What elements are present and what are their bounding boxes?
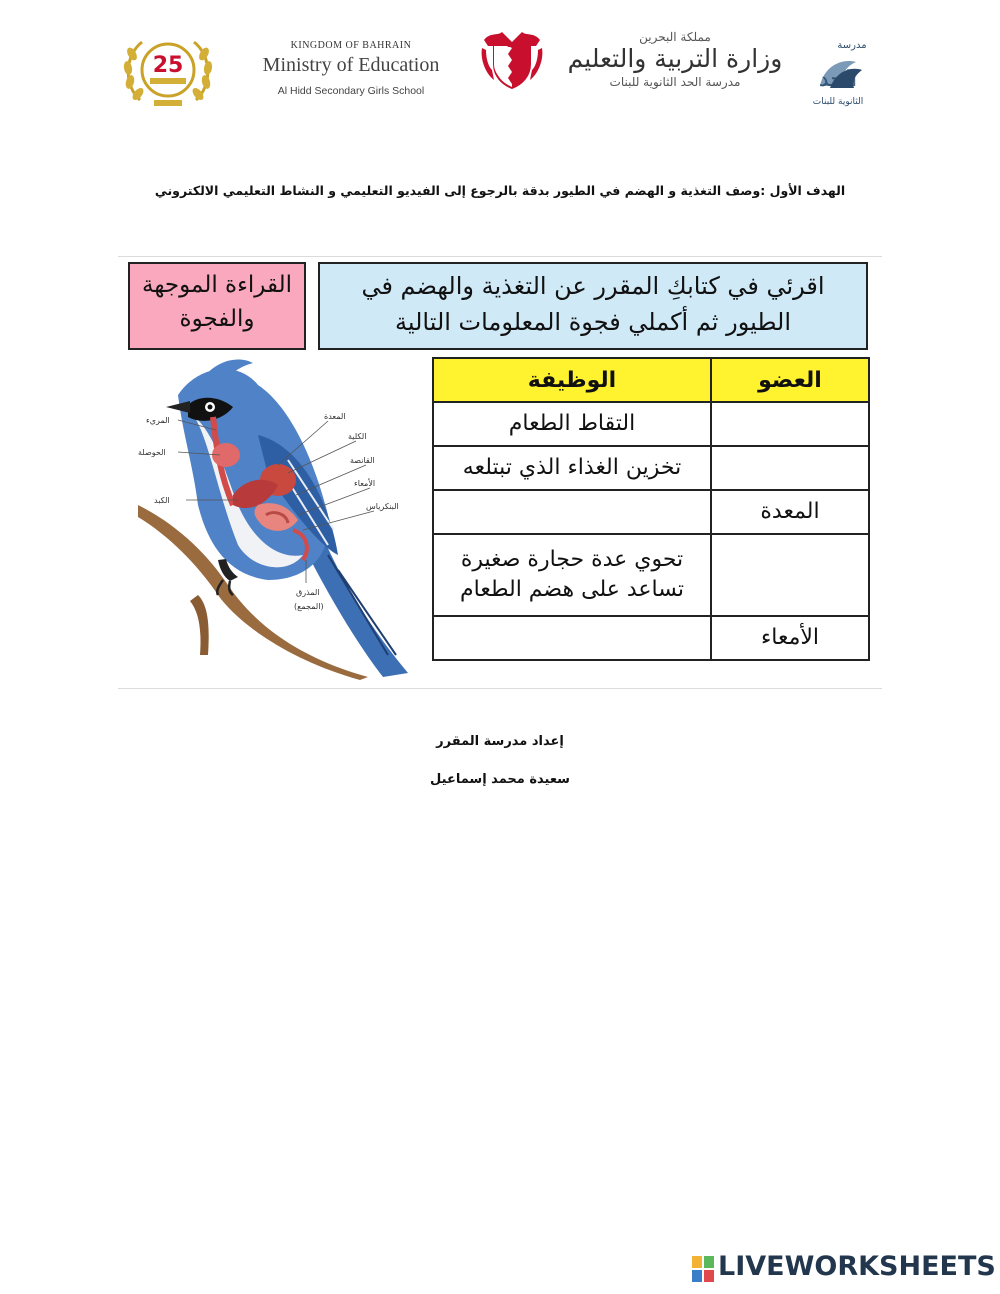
organ-function-table [432, 357, 870, 661]
ministry-arabic-block [560, 30, 790, 89]
function-cell-line1: تحوي عدة حجارة صغيرة [460, 547, 684, 572]
function-answer-cell[interactable] [433, 616, 711, 660]
ministry-name-en: Ministry of Education [262, 54, 440, 76]
table-row [433, 490, 869, 534]
instruction-line2: الطيور ثم أكملي فجوة المعلومات التالية [394, 308, 792, 336]
organ-cell: الأمعاء [711, 616, 869, 660]
divider-bottom [118, 688, 882, 689]
table-row [433, 446, 869, 490]
organ-answer-cell[interactable] [711, 534, 869, 616]
ministry-english-block [236, 40, 466, 97]
organ-answer-cell[interactable] [711, 402, 869, 446]
credit-prepared-by: إعداد مدرسة المقرر [436, 734, 564, 749]
bird-label-esophagus: المريء [146, 416, 170, 425]
instruction-line1: اقرئي في كتابكِ المقرر عن التغذية والهضم في [361, 272, 825, 300]
school-name-ar: مدرسة الحد الثانوية للبنات [609, 75, 741, 89]
liveworksheets-logo-icon [692, 1256, 714, 1282]
organ-cell: المعدة [711, 490, 869, 534]
bird-label-crop: الحوصلة [138, 448, 166, 457]
bird-label-pancreas: البنكرياس [366, 502, 399, 511]
function-cell: تخزين الغذاء الذي تبتلعه [433, 446, 711, 490]
school-name-en: Al Hidd Secondary Girls School [277, 85, 425, 97]
credit-teacher-name: سعيدة محمد إسماعيل [430, 772, 570, 787]
svg-text:مدرسة: مدرسة [837, 40, 867, 51]
organ-answer-cell[interactable] [711, 446, 869, 490]
bird-label-stomach: المعدة [324, 412, 346, 421]
objective-text: الهدف الأول :وصف التغذية و الهضم في الطيور بدقة بالرجوع إلى الفيديو التعليمي و النشاط التعليمي الالكتروني [154, 183, 846, 198]
table-row [433, 616, 869, 660]
anniversary-25-logo [120, 34, 216, 110]
function-cell [433, 534, 711, 616]
al-hidd-school-logo [790, 36, 880, 110]
guided-reading-line2: والفجوة [179, 306, 255, 332]
bird-label-kidney: الكلية [348, 432, 367, 441]
anniversary-number: 25 [152, 53, 184, 78]
bahrain-emblem-icon [478, 30, 546, 90]
bird-label-liver: الكبد [154, 496, 170, 505]
bird-label-gizzard: القانصة [350, 456, 375, 465]
bird-label-intestines: الأمعاء [354, 479, 376, 488]
column-header-function: الوظيفة [433, 358, 711, 402]
svg-text:الحد: الحد [818, 67, 858, 92]
column-header-organ: العضو [711, 358, 869, 402]
instruction-box [318, 262, 868, 350]
ministry-name-ar: وزارة التربية والتعليم [567, 44, 783, 73]
function-answer-cell[interactable] [433, 490, 711, 534]
bird-label-cloaca-alt: (المجمع) [294, 602, 324, 611]
liveworksheets-watermark: LIVEWORKSHEETS [718, 1251, 996, 1282]
svg-text:الثانوية للبنات: الثانوية للبنات [812, 97, 864, 107]
table-header-row [433, 358, 869, 402]
kingdom-label-ar: مملكة البحرين [639, 30, 711, 44]
bird-label-cloaca: المذرق [296, 588, 320, 597]
function-cell: التقاط الطعام [433, 402, 711, 446]
bird-digestive-system-illustration [138, 355, 418, 680]
table-row [433, 534, 869, 616]
kingdom-label: KINGDOM OF BAHRAIN [290, 40, 412, 51]
function-cell-line2: تساعد على هضم الطعام [460, 577, 684, 602]
guided-reading-line1: القراءة الموجهة [141, 272, 293, 298]
guided-reading-box [128, 262, 306, 350]
divider-top [118, 256, 882, 257]
table-row [433, 402, 869, 446]
